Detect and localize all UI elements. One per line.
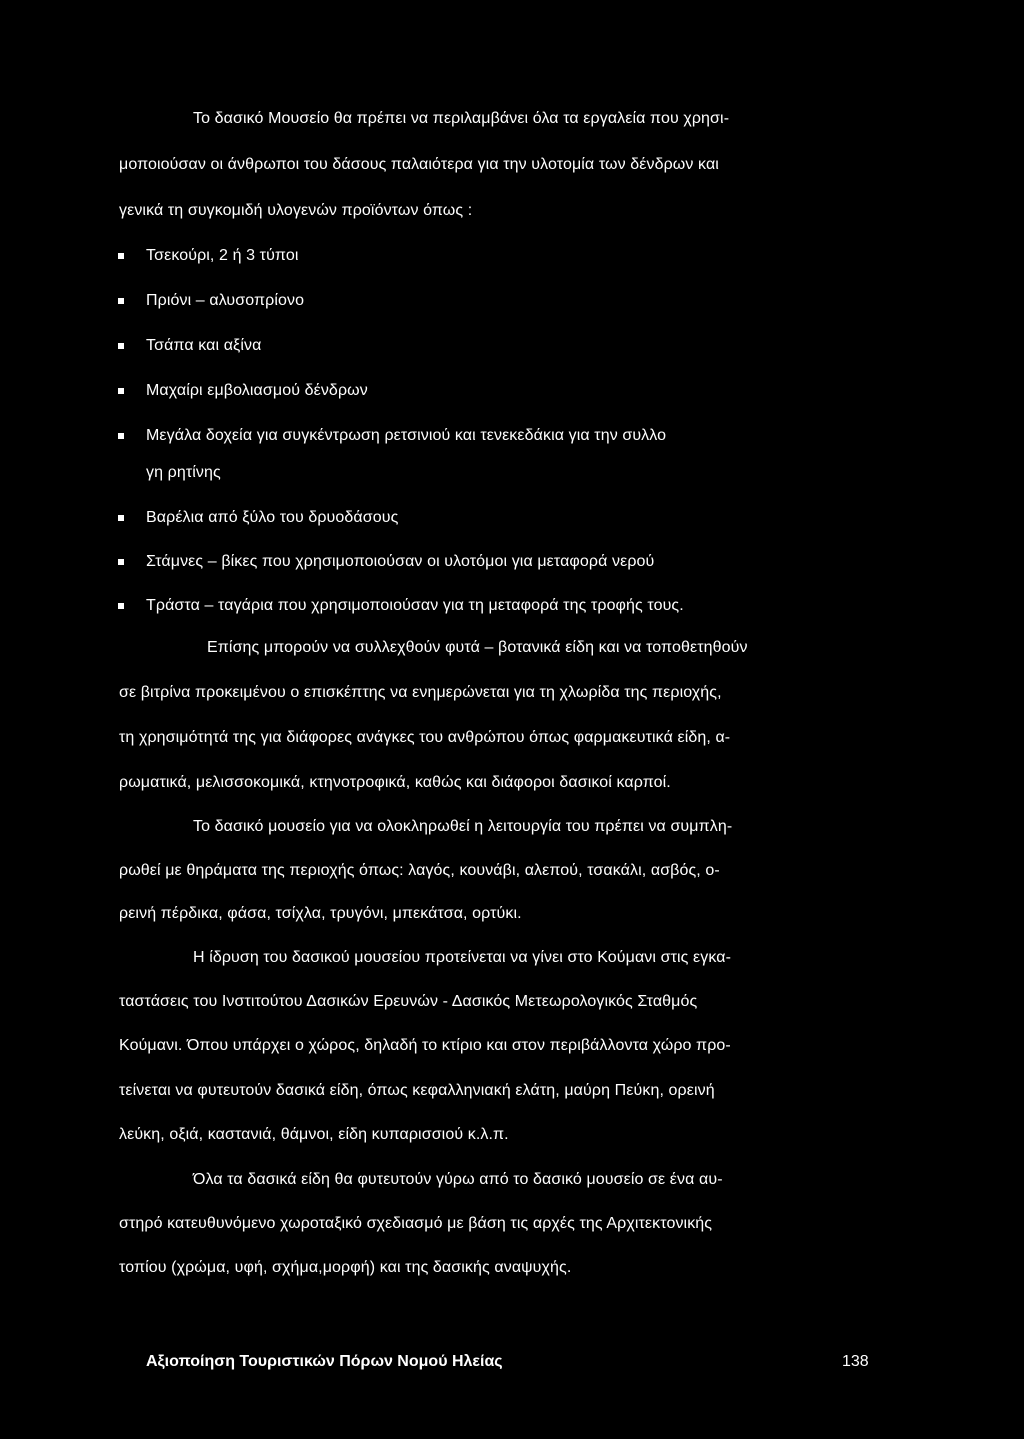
list-item-text: Μαχαίρι εμβολιασμού δένδρων [146, 382, 368, 399]
paragraph-line: Επίσης μπορούν να συλλεχθούν φυτά – βοτανικά είδη και να τοποθετηθούν [207, 639, 748, 656]
list-item-text: γη ρητίνης [146, 464, 221, 481]
bullet-icon [118, 515, 124, 521]
paragraph-line: Η ίδρυση του δασικού μουσείου προτείνεται να γίνει στο Κούμανι στις εγκα- [193, 949, 732, 966]
intro-line: μοποιούσαν οι άνθρωποι του δάσους παλαιότερα για την υλοτομία των δένδρων και [119, 156, 719, 173]
list-item-text: Πριόνι – αλυσοπρίονο [146, 292, 305, 309]
list-item-text: Βαρέλια από ξύλο του δρυοδάσους [146, 509, 399, 526]
page-number: 138 [842, 1353, 869, 1370]
list-item-text: Μεγάλα δοχεία για συγκέντρωση ρετσινιού και τενεκεδάκια για την συλλο [146, 427, 667, 444]
list-item-text: Τράστα – ταγάρια που χρησιμοποιούσαν για τη μεταφορά της τροφής τους. [146, 597, 684, 614]
paragraph-line: ρωθεί με θηράματα της περιοχής όπως: λαγός, κουνάβι, αλεπού, τσακάλι, ασβός, ο- [119, 862, 720, 879]
paragraph-line: Κούμανι. Όπου υπάρχει ο χώρος, δηλαδή το κτίριο και στον περιβάλλοντα χώρο προ- [119, 1037, 731, 1054]
list-item-text: Τσάπα και αξίνα [146, 337, 262, 354]
paragraph-line: Όλα τα δασικά είδη θα φυτευτούν γύρω από το δασικό μουσείο σε ένα αυ- [193, 1171, 723, 1188]
bullet-icon [118, 559, 124, 565]
paragraph-line: σε βιτρίνα προκειμένου ο επισκέπτης να ενημερώνεται για τη χλωρίδα της περιοχής, [119, 684, 722, 701]
paragraph-line: τείνεται να φυτευτούν δασικά είδη, όπως κεφαλληνιακή ελάτη, μαύρη Πεύκη, ορεινή [119, 1082, 715, 1099]
bullet-icon [118, 298, 124, 304]
paragraph-line: ρεινή πέρδικα, φάσα, τσίχλα, τρυγόνι, μπεκάτσα, ορτύκι. [119, 905, 522, 922]
paragraph-line: λεύκη, οξιά, καστανιά, θάμνοι, είδη κυπαρισσιού κ.λ.π. [119, 1126, 509, 1143]
bullet-icon [118, 603, 124, 609]
bullet-icon [118, 253, 124, 259]
paragraph-line: τοπίου (χρώμα, υφή, σχήμα,μορφή) και της δασικής αναψυχής. [119, 1259, 572, 1276]
paragraph-line: στηρό κατευθυνόμενο χωροταξικό σχεδιασμό με βάση τις αρχές της Αρχιτεκτονικής [119, 1215, 713, 1232]
bullet-icon [118, 388, 124, 394]
intro-line: Το δασικό Μουσείο θα πρέπει να περιλαμβάνει όλα τα εργαλεία που χρησι- [193, 110, 730, 127]
paragraph-line: Το δασικό μουσείο για να ολοκληρωθεί η λειτουργία του πρέπει να συμπλη- [193, 818, 733, 835]
bullet-icon [118, 433, 124, 439]
list-item-text: Στάμνες – βίκες που χρησιμοποιούσαν οι υλοτόμοι για μεταφορά νερού [146, 553, 655, 570]
list-item-text: Τσεκούρι, 2 ή 3 τύποι [146, 247, 299, 264]
footer-title: Αξιοποίηση Τουριστικών Πόρων Νομού Ηλείας [146, 1353, 503, 1370]
paragraph-line: τη χρησιμότητά της για διάφορες ανάγκες του ανθρώπου όπως φαρμακευτικά είδη, α- [119, 729, 731, 746]
paragraph-line: ρωματικά, μελισσοκομικά, κτηνοτροφικά, καθώς και διάφοροι δασικοί καρποί. [119, 774, 671, 791]
bullet-icon [118, 343, 124, 349]
intro-line: γενικά τη συγκομιδή υλογενών προϊόντων όπως : [119, 202, 473, 219]
paragraph-line: ταστάσεις του Ινστιτούτου Δασικών Ερευνών - Δασικός Μετεωρολογικός Σταθμός [119, 993, 698, 1010]
